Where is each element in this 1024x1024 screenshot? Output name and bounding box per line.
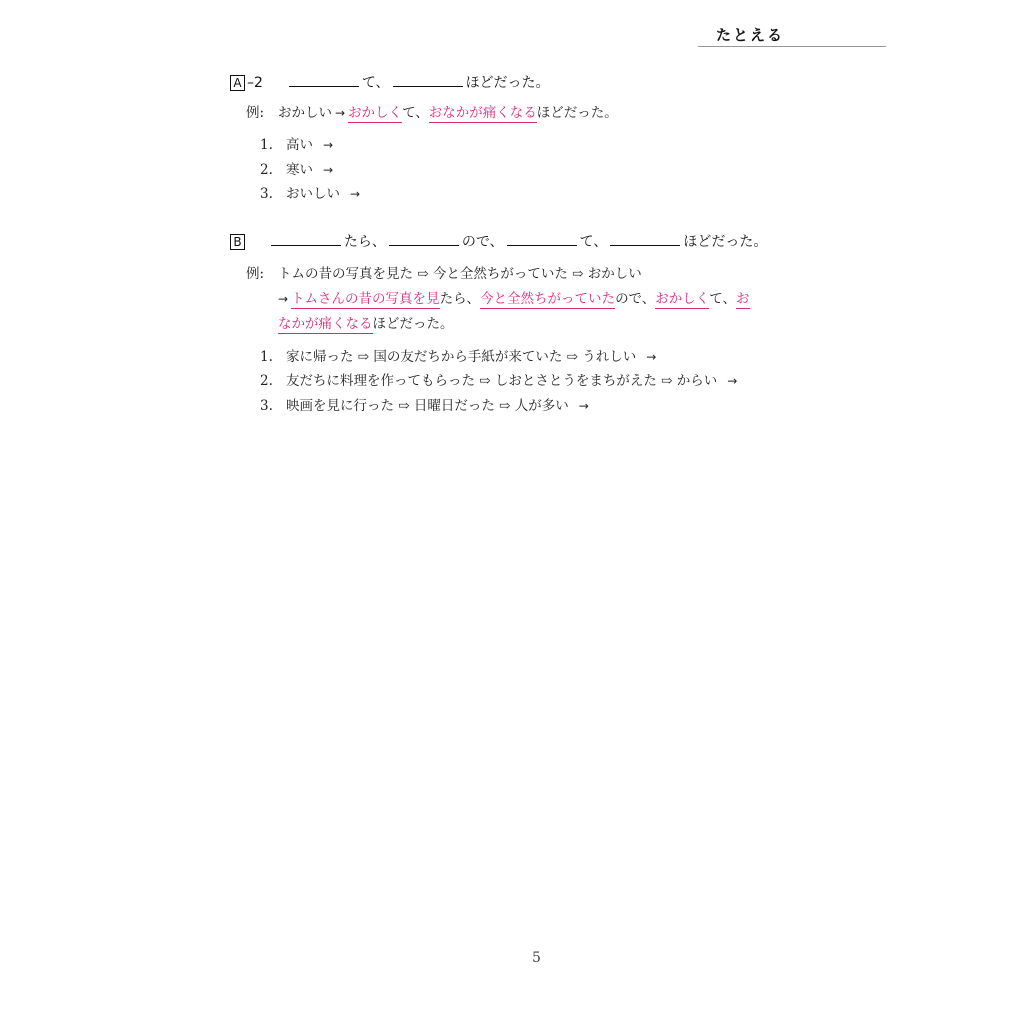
item-number: 2. xyxy=(260,162,273,178)
example-answer: なかが痛くなる xyxy=(278,316,373,332)
example-prompt: トムの昔の写真を見た ⇨ 今と全然ちがっていた ⇨ おかしい xyxy=(278,266,642,282)
pattern-part: ほどだった。 xyxy=(683,234,768,250)
list-item xyxy=(260,369,737,389)
arrow-icon: → xyxy=(323,138,334,152)
example-answer: おかしく xyxy=(348,105,403,121)
list-item xyxy=(260,158,333,178)
blank xyxy=(507,233,577,246)
item-number: 3. xyxy=(260,398,273,414)
blank xyxy=(610,233,680,246)
list-item xyxy=(260,182,360,202)
item-text: おいしい xyxy=(286,186,340,202)
example-answer-line xyxy=(278,287,750,307)
list-item xyxy=(260,133,333,153)
list-item xyxy=(260,394,589,414)
arrow-icon: → xyxy=(350,187,361,201)
item-text: 友だちに料理を作ってもらった ⇨ しおとさとうをまちがえた ⇨ からい xyxy=(286,373,718,389)
example-answer-line xyxy=(278,312,454,332)
blank xyxy=(389,233,459,246)
example-text: たら、 xyxy=(439,291,481,307)
section-box-b: B xyxy=(230,234,245,250)
arrow-icon: → xyxy=(578,399,589,413)
blank xyxy=(393,74,463,87)
pattern-part: ほどだった。 xyxy=(465,75,550,91)
item-number: 3. xyxy=(260,186,273,202)
blank xyxy=(271,233,341,246)
section-suffix: –2 xyxy=(247,75,263,91)
item-text: 家に帰った ⇨ 国の友だちから手紙が来ていた ⇨ うれしい xyxy=(286,349,637,365)
section-box-a: A xyxy=(230,75,245,91)
example-text: て、 xyxy=(709,291,737,307)
example-line xyxy=(246,262,642,282)
item-text: 映画を見に行った ⇨ 日曜日だった ⇨ 人が多い xyxy=(286,398,569,414)
pattern-part: て、 xyxy=(361,75,390,91)
page-header xyxy=(698,24,886,47)
example-label: 例: xyxy=(246,105,265,121)
example-label: 例: xyxy=(246,266,265,282)
item-number: 2. xyxy=(260,373,273,389)
arrow-icon: → xyxy=(335,106,346,120)
item-text: 寒い xyxy=(286,162,313,178)
page-number: 5 xyxy=(532,950,541,966)
example-answer: お xyxy=(736,291,750,307)
example-answer: おなかが痛くなる xyxy=(428,105,537,121)
arrow-icon: → xyxy=(646,350,657,364)
example-text: ほどだった。 xyxy=(536,105,618,121)
example-answer: おかしく xyxy=(655,291,710,307)
item-number: 1. xyxy=(260,137,273,153)
example-text: ので、 xyxy=(615,291,656,307)
example-prompt: おかしい xyxy=(278,105,332,121)
pattern-part: て、 xyxy=(579,234,608,250)
arrow-icon: → xyxy=(323,163,334,177)
example-answer: トムさんの昔の写真を見 xyxy=(291,291,440,307)
arrow-icon: → xyxy=(727,374,738,388)
example-line xyxy=(246,101,618,121)
header-title: たとえる xyxy=(716,26,785,44)
example-answer: 今と全然ちがっていた xyxy=(480,291,616,307)
example-text: ほどだった。 xyxy=(372,316,454,332)
example-text: て、 xyxy=(402,105,429,121)
pattern-part: ので、 xyxy=(461,234,504,250)
pattern-part: たら、 xyxy=(343,234,386,250)
section-b-heading xyxy=(230,231,767,251)
blank xyxy=(289,74,359,87)
section-a2-heading xyxy=(230,72,550,92)
item-text: 高い xyxy=(286,137,313,153)
item-number: 1. xyxy=(260,349,273,365)
arrow-icon: → xyxy=(278,292,289,306)
list-item xyxy=(260,345,656,365)
